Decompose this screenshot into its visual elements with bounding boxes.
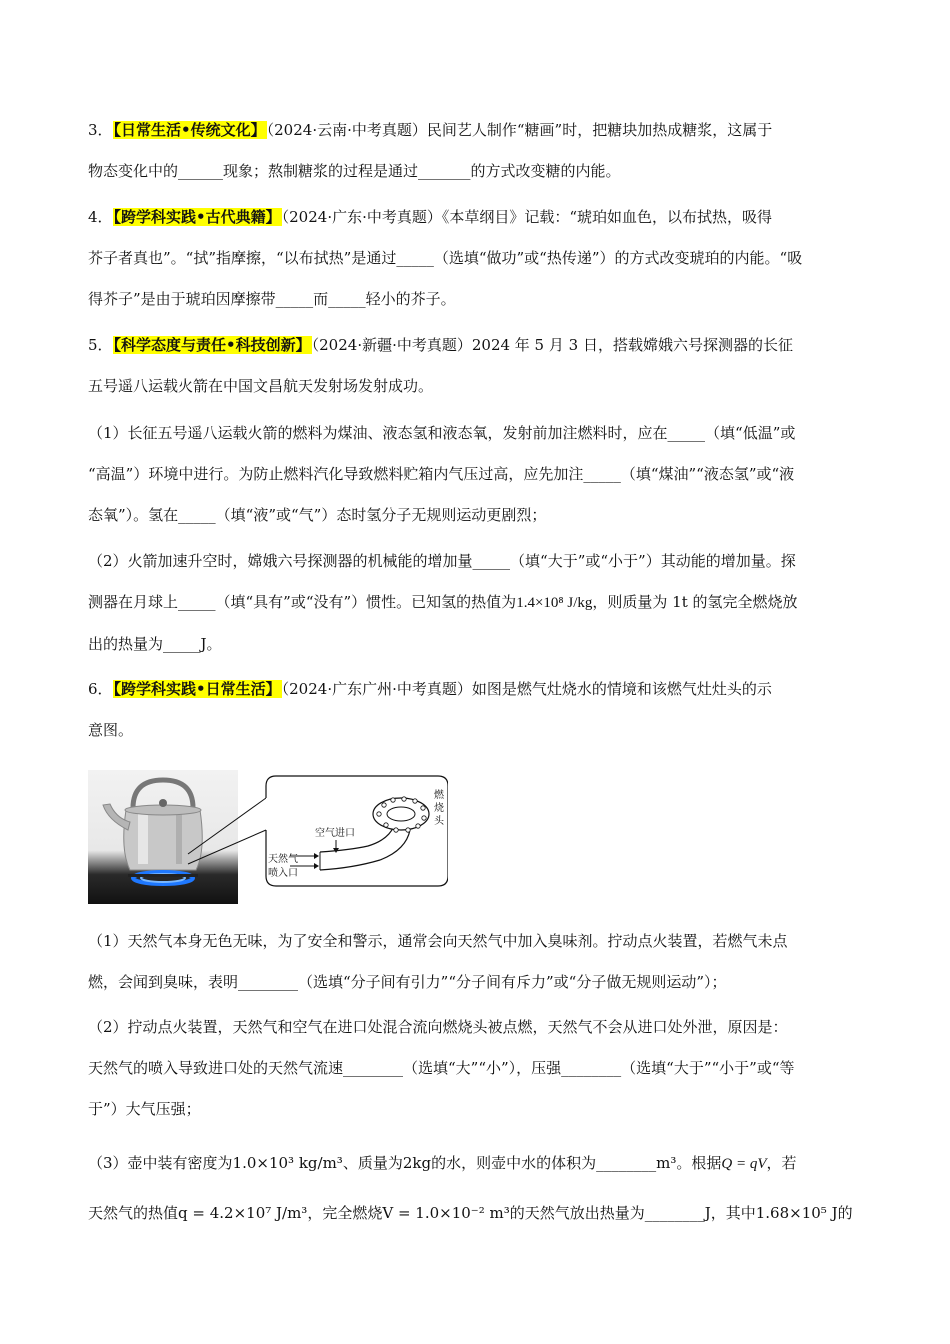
- gas-inlet-label-1: 天然气: [268, 854, 298, 865]
- topic-tag: 【科学态度与责任•科技创新】: [113, 336, 311, 354]
- gas-stove-figure: [88, 770, 448, 906]
- question-text: 天然气的喷入导致进口处的天然气流速________（选填“大”“小”），压强________（选填“大于”“小于”或“等: [88, 1059, 795, 1077]
- question-text: 芥子者真也”。“拭”指摩擦，“以布拭热”是通过_____（选填“做功”或“热传递”）的方式改变琥珀的内能。“吸: [88, 249, 803, 267]
- heat-amount: 1.68×10⁵ J: [755, 1204, 838, 1222]
- heat-formula: Q = qV: [721, 1156, 767, 1172]
- question-text-segment: （3）壶中装有密度为: [88, 1154, 233, 1172]
- density-formula: 1.0×10³ kg/m³: [232, 1154, 343, 1172]
- question-number: 4．: [88, 208, 113, 226]
- question-text-segment: 测器在月球上_____（填“具有”或“没有”）惯性。已知氢的热值为: [88, 593, 517, 611]
- topic-tag: 【日常生活•传统文化】: [113, 121, 266, 139]
- question-text: “高温”）环境中进行。为防止燃料汽化导致燃料贮箱内气压过高，应先加注_____（填“煤油”“液态氢”或“液: [88, 465, 795, 483]
- topic-tag: 【跨学科实践•日常生活】: [113, 680, 281, 698]
- question-number: 6．: [88, 680, 113, 698]
- question-text-segment: 的水，则壶中水的体积为________: [431, 1154, 657, 1172]
- air-inlet-label: 空气进口: [315, 828, 355, 839]
- question-text: 态氧”）。氢在_____（填“液”或“气”）态时氢分子无规则运动更剧烈；: [88, 506, 547, 524]
- question-text: [88, 587, 866, 619]
- question-number: 3．: [88, 121, 113, 139]
- question-text-segment: 天然气的热值: [88, 1204, 179, 1222]
- question-text: （1）长征五号遥八运载火箭的燃料为煤油、液态氢和液态氧，发射前加注燃料时，应在_____（填“低温”或: [88, 424, 796, 442]
- question-text: 意图。: [88, 721, 134, 739]
- question-text: 五号遥八运载火箭在中国文昌航天发射场发射成功。: [88, 377, 434, 395]
- question-text: （2）拧动点火装置，天然气和空气在进口处混合流向燃烧头被点燃，天然气不会从进口处外泄，原因是：: [88, 1018, 788, 1036]
- question-6-part-1: [88, 926, 866, 998]
- burner-label-1: 燃: [434, 790, 444, 801]
- burner-label-2: 烧: [434, 803, 444, 814]
- question-text-segment: ，若: [766, 1154, 797, 1172]
- topic-tag: 【跨学科实践•古代典籍】: [113, 208, 281, 226]
- question-3: [88, 115, 866, 187]
- question-text: （1）天然气本身无色无味，为了安全和警示，通常会向天然气中加入臭味剂。拧动点火装置，若燃气未点: [88, 932, 788, 950]
- burner-label-3: 头: [434, 816, 444, 827]
- question-text-segment: 的天然气放出热量为________J，其中: [509, 1204, 756, 1222]
- question-text: [88, 1148, 866, 1180]
- question-number: 5．: [88, 336, 113, 354]
- burner-diagram: [88, 770, 448, 906]
- question-6-part-2: [88, 1012, 866, 1125]
- question-text: 燃，会闻到臭味，表明________（选填“分子间有引力”“分子间有斥力”或“分子做无规则运动”）；: [88, 973, 727, 991]
- question-6-part-3: [88, 1148, 866, 1229]
- question-text: 得芥子”是由于琥珀因摩擦带_____而_____轻小的芥子。: [88, 290, 456, 308]
- question-text: 物态变化中的______现象；熬制糖浆的过程是通过_______的方式改变糖的内能。: [88, 162, 621, 180]
- question-text: （2024·广东·中考真题）《本草纲目》记载：“琥珀如血色，以布拭热，吸得: [281, 208, 773, 226]
- question-text: （2）火箭加速升空时，嫦娥六号探测器的机械能的增加量_____（填“大于”或“小于”）其动能的增加量。探: [88, 552, 796, 570]
- question-text-segment: 。根据: [676, 1154, 722, 1172]
- question-text-segment: 、质量为: [342, 1154, 403, 1172]
- gas-inlet-label-2: 喷入口: [268, 868, 298, 879]
- question-text: [88, 1198, 866, 1229]
- question-5: [88, 330, 866, 402]
- volume-formula: V = 1.0×10⁻² m³: [382, 1204, 510, 1222]
- question-text-segment: 的: [837, 1204, 853, 1222]
- question-text: （2024·新疆·中考真题）2024 年 5 月 3 日，搭载嫦娥六号探测器的长征: [311, 336, 793, 354]
- question-4: [88, 202, 866, 315]
- mass-value: 2kg: [402, 1154, 432, 1172]
- question-text-segment: ，完全燃烧: [307, 1204, 383, 1222]
- question-text: （2024·云南·中考真题）民间艺人制作“糖画”时，把糖块加热成糖浆，这属于: [266, 121, 773, 139]
- question-6: [88, 674, 866, 746]
- question-text: 出的热量为_____J。: [88, 635, 222, 653]
- volume-unit: m³: [656, 1154, 677, 1172]
- question-5-part-1: [88, 418, 866, 531]
- question-text: （2024·广东广州·中考真题）如图是燃气灶烧水的情境和该燃气灶灶头的示: [281, 680, 772, 698]
- question-text-segment: ，则质量为 1t 的氢完全燃烧放: [592, 593, 798, 611]
- question-5-part-2: [88, 546, 866, 660]
- heat-value-formula: q = 4.2×10⁷ J/m³: [178, 1204, 308, 1222]
- question-text: 于”）大气压强；: [88, 1100, 201, 1118]
- heat-value-formula: 1.4×10⁸ J/kg: [516, 595, 593, 611]
